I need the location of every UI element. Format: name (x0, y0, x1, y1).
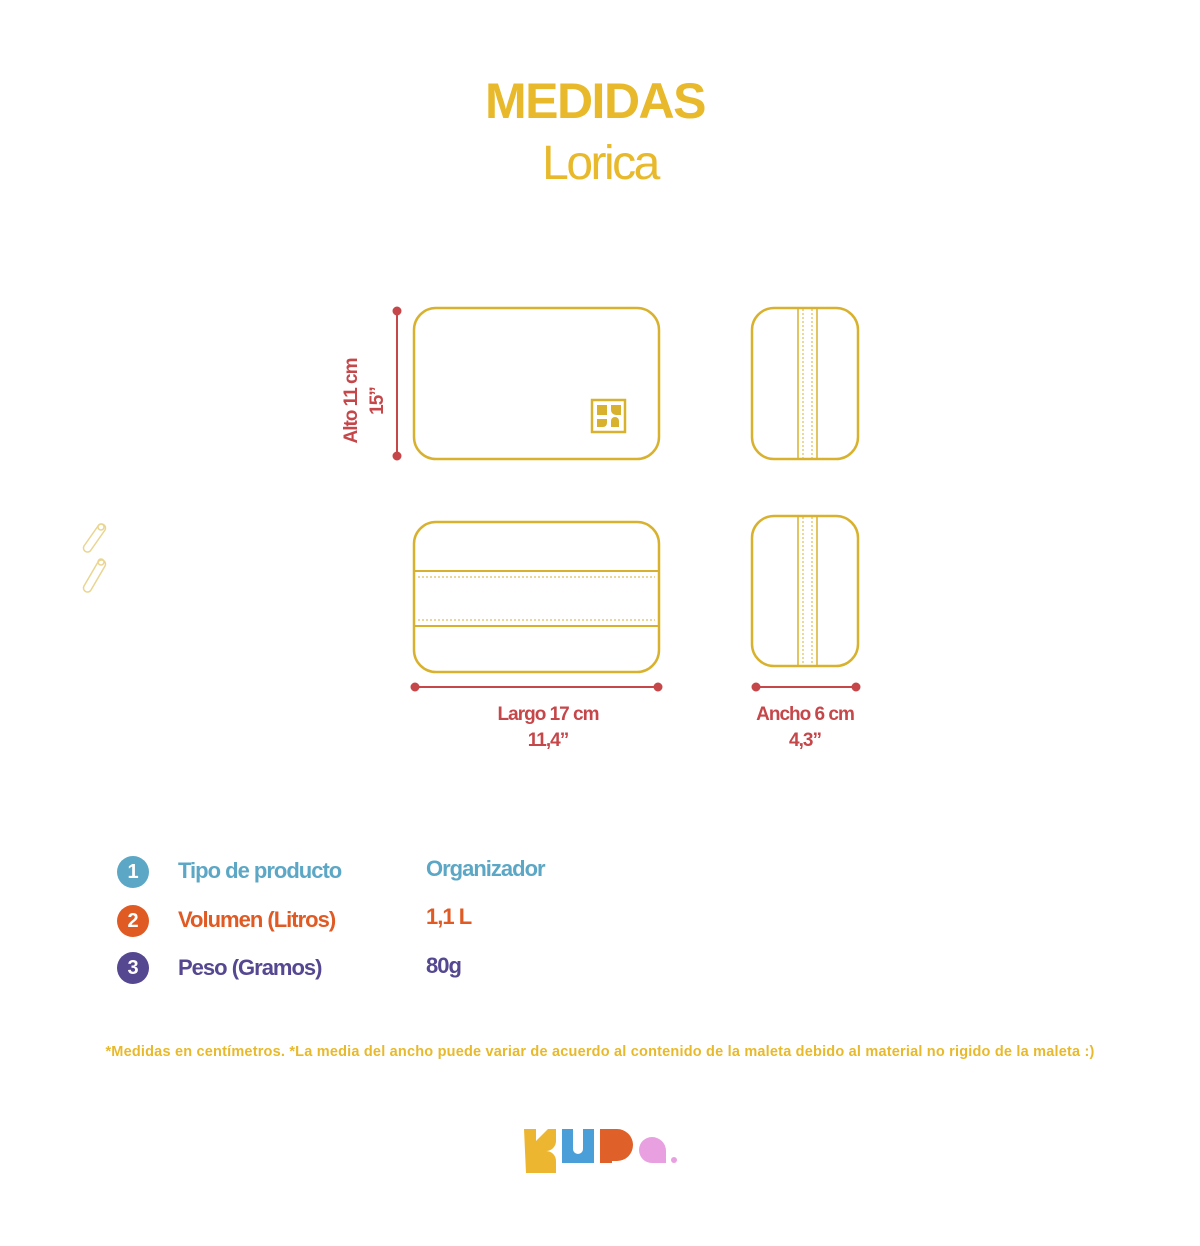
brand-patch-icon (592, 400, 625, 432)
top-view (414, 522, 659, 672)
footnote: *Medidas en centímetros. *La media del ancho puede variar de acuerdo al contenido de la maleta debido al material no rigido de la maleta :) (105, 1044, 1095, 1060)
spec-value: Organizador (426, 856, 545, 881)
spec-label: Tipo de producto (178, 858, 342, 883)
height-dimension-label: Alto 11 cm 15” (341, 358, 388, 444)
side-view-top (752, 308, 858, 459)
side-view-bottom (752, 516, 858, 666)
spec-label: Volumen (Litros) (178, 907, 336, 932)
spec-value: 80g (426, 953, 461, 978)
spec-number-badge: 3 (117, 952, 149, 984)
kupa-logo (524, 1129, 677, 1173)
spec-number-badge: 1 (117, 856, 149, 888)
spec-number-badge: 2 (117, 905, 149, 937)
spec-value: 1,1 L (426, 904, 472, 929)
front-view (414, 308, 659, 459)
page-title: MEDIDAS (484, 73, 706, 129)
length-dimension-label: Largo 17 cm 11,4” (497, 704, 599, 751)
product-name: Lorica (542, 137, 658, 190)
dimension-lines (394, 308, 860, 691)
width-dimension-label: Ancho 6 cm 4,3” (756, 704, 854, 751)
zipper-pull-icon (83, 524, 105, 592)
spec-label: Peso (Gramos) (178, 955, 322, 980)
